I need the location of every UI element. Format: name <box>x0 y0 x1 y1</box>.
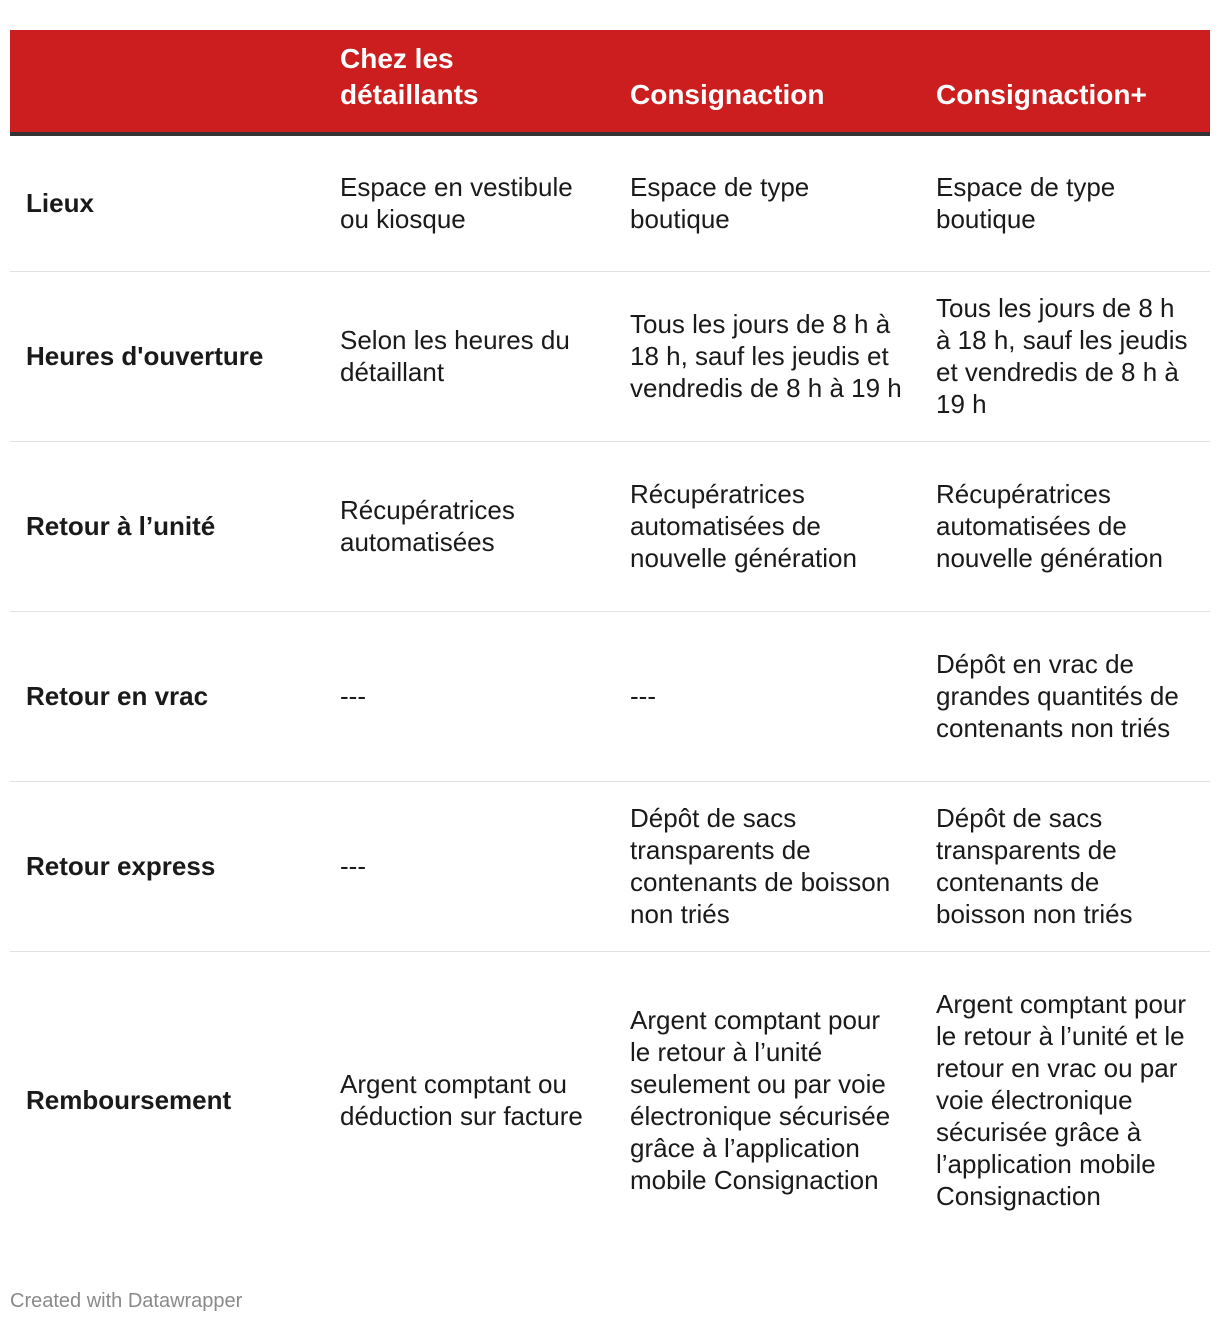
row-label-heures-ouverture: Heures d'ouverture <box>10 271 324 441</box>
table-body <box>10 134 1210 1249</box>
row-label-remboursement: Remboursement <box>26 1085 232 1116</box>
row-label-retour-express: Retour express <box>10 781 324 951</box>
table-cell: Récupératrices automatisées de nouvelle génération <box>614 441 920 611</box>
table-cell: --- <box>324 611 614 781</box>
table-row <box>10 781 1210 951</box>
header-cell-consignaction: Consignaction <box>614 30 920 134</box>
table-row <box>10 134 1210 271</box>
table-row <box>10 611 1210 781</box>
header-row <box>10 30 1210 134</box>
comparison-table <box>10 30 1210 1249</box>
table-cell: Argent comptant pour le retour à l’unité seulement ou par voie électronique sécurisée grâce à l’application mobile Consignaction <box>630 1005 891 1196</box>
table-cell: Argent comptant pour le retour à l’unité et le retour en vrac ou par voie électronique sécurisée grâce à l’application mobile Consignaction <box>936 989 1187 1212</box>
table-cell: Espace de type boutique <box>920 134 1210 271</box>
table-cell: Dépôt de sacs transparents de contenants de boisson non triés <box>920 781 1210 951</box>
table-cell: Récupératrices automatisées de nouvelle génération <box>920 441 1210 611</box>
table-row <box>10 951 1210 1249</box>
comparison-table-container <box>10 30 1210 1249</box>
table-cell: Récupératrices automatisées <box>324 441 614 611</box>
table-header <box>10 30 1210 134</box>
table-cell: Argent comptant ou déduction sur facture <box>340 1069 583 1132</box>
table-cell: --- <box>614 611 920 781</box>
table-row <box>10 271 1210 441</box>
table-cell: Tous les jours de 8 h à 18 h, sauf les jeudis et vendredis de 8 h à 19 h <box>614 271 920 441</box>
header-cell-retailers: Chez les détaillants <box>324 30 614 134</box>
table-row <box>10 441 1210 611</box>
table-cell: Selon les heures du détaillant <box>324 271 614 441</box>
table-cell: Tous les jours de 8 h à 18 h, sauf les jeudis et vendredis de 8 h à 19 h <box>920 271 1210 441</box>
table-cell: Espace en vestibule ou kiosque <box>324 134 614 271</box>
table-cell: --- <box>324 781 614 951</box>
table-cell: Dépôt de sacs transparents de contenants de boisson non triés <box>614 781 920 951</box>
table-cell: Dépôt en vrac de grandes quantités de contenants non triés <box>920 611 1210 781</box>
row-label-retour-vrac: Retour en vrac <box>10 611 324 781</box>
table-cell: Espace de type boutique <box>614 134 920 271</box>
row-label-retour-unite: Retour à l’unité <box>10 441 324 611</box>
header-cell-empty <box>10 30 324 134</box>
header-cell-consignaction-plus: Consignaction+ <box>920 30 1210 134</box>
row-label-lieux: Lieux <box>10 134 324 271</box>
datawrapper-credit[interactable]: Created with Datawrapper <box>10 1290 243 1312</box>
